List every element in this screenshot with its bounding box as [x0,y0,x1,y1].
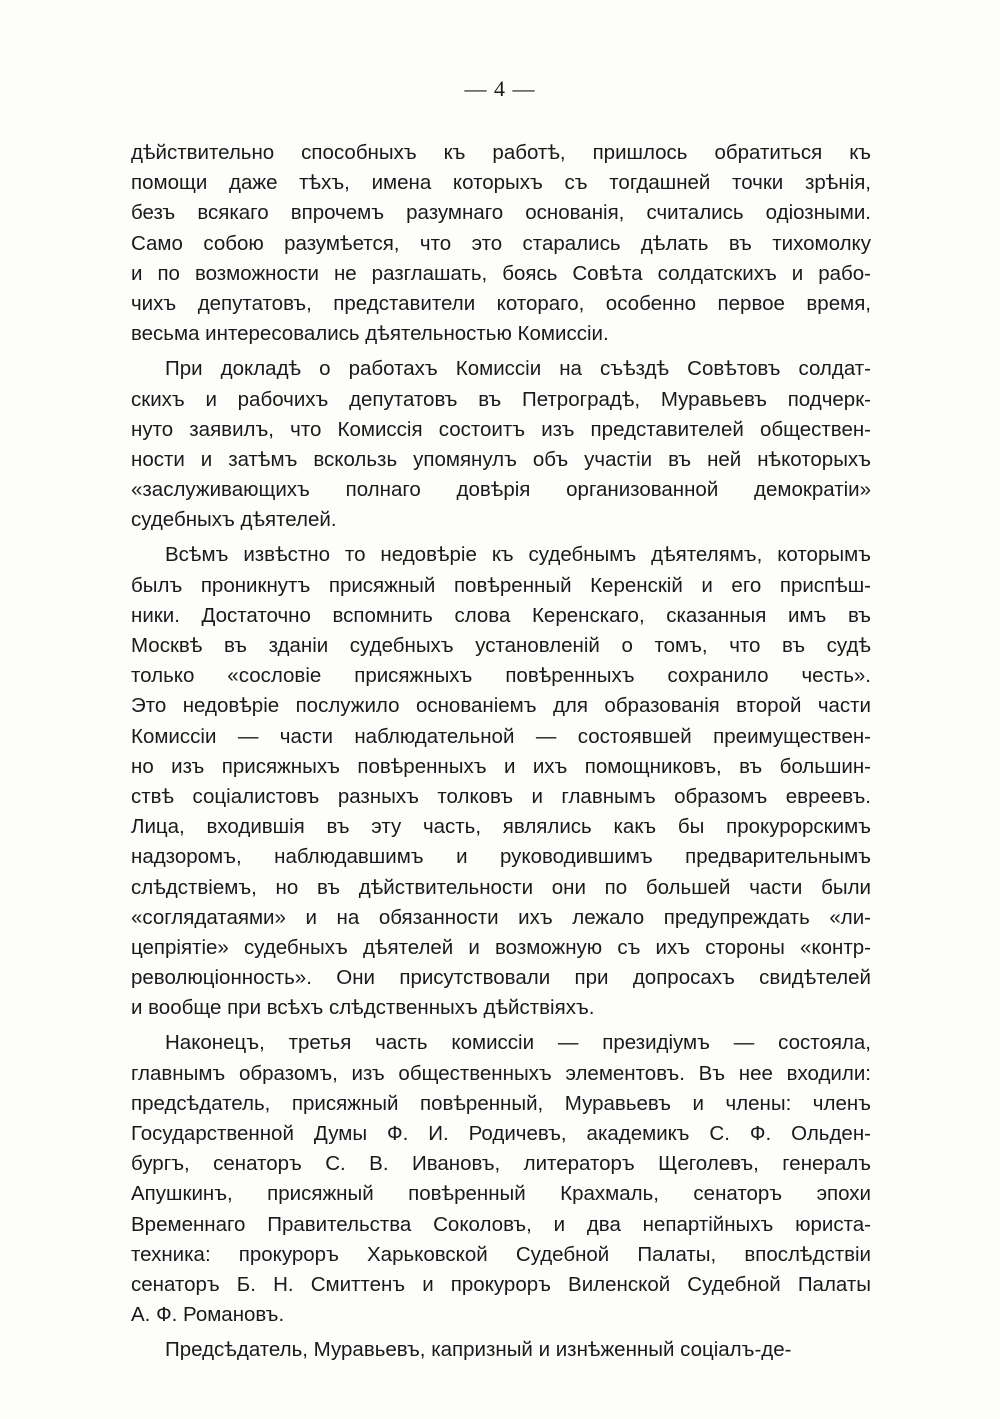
text-line: безъ всякаго впрочемъ разумнаго основанія, считались одіозными. [131,201,871,225]
text-line: ники. Достаточно вспомнить слова Керенскаго, сказанныя имъ въ [131,603,871,627]
paragraph [131,1335,871,1365]
text-line: сенаторъ Б. Н. Смиттенъ и прокуроръ Виленской Судебной Палаты [131,1272,871,1296]
text-line: Наконецъ, третья часть комиссіи — президіумъ — состояла, [165,1031,871,1055]
text-line: и по возможности не разглашать, боясь Совѣта солдатскихъ и рабо- [131,261,871,285]
body-text [131,138,871,1366]
text-line: Временнаго Правительства Соколовъ, и два непартійныхъ юриста- [131,1212,871,1236]
paragraph [131,354,871,535]
text-line: Государственной Думы Ф. И. Родичевъ, академикъ С. Ф. Ольден- [131,1122,871,1145]
text-line: бургъ, сенаторъ С. В. Ивановъ, литераторъ Щеголевъ, генералъ [131,1152,871,1176]
text-line: слѣдствіемъ, но въ дѣйствительности они по большей части были [131,875,871,899]
text-line: «соглядатаями» и на обязанности ихъ лежало предупреждать «ли- [131,905,871,929]
text-line: революціонность». Они присутствовали при допросахъ свидѣтелей [131,966,871,990]
text-line: чихъ депутатовъ, представители котораго, особенно первое время, [131,291,871,315]
text-line: нуто заявилъ, что Комиссія состоитъ изъ представителей обществен- [131,417,871,441]
text-line: Всѣмъ извѣстно то недовѣріе къ судебнымъ дѣятелямъ, которымъ [165,543,871,567]
text-line: скихъ и рабочихъ депутатовъ въ Петроградѣ, Муравьевъ подчерк- [131,387,871,411]
page-number: — 4 — [464,76,536,101]
text-line: ности и затѣмъ вскользь упомянулъ объ участіи въ ней нѣкоторыхъ [131,447,871,471]
text-line: А. Ф. Романовъ. [131,1303,285,1327]
text-line: помощи даже тѣхъ, имена которыхъ съ тогдашней точки зрѣнія, [131,171,871,195]
text-line: цепріятіе» судебныхъ дѣятелей и возможную съ ихъ стороны «контр- [131,935,871,959]
text-line: Апушкинъ, присяжный повѣренный Крахмаль, сенаторъ эпохи [131,1182,871,1206]
text-line: Лица, входившія въ эту часть, являлись какъ бы прокурорскимъ [131,815,871,839]
text-line: предсѣдатель, присяжный повѣренный, Муравьевъ и члены: членъ [131,1091,871,1115]
text-line: и вообще при всѣхъ слѣдственныхъ дѣйствіяхъ. [131,996,595,1020]
text-line: ствѣ соціалистовъ разныхъ толковъ и главнымъ образомъ евреевъ. [131,784,871,808]
text-line: надзоромъ, наблюдавшимъ и руководившимъ предварительнымъ [131,845,871,869]
text-line: Предсѣдатель, Муравьевъ, капризный и изнѣженный соціалъ-де- [165,1338,792,1362]
text-line: Москвѣ въ зданіи судебныхъ установленій о томъ, что въ судѣ [131,634,871,657]
text-line: «заслуживающихъ полнаго довѣрія организованной демократіи» [131,478,871,502]
text-line: техника: прокуроръ Харьковской Судебной Палаты, впослѣдствіи [131,1242,871,1266]
text-line: дѣйствительно способныхъ къ работѣ, пришлось обратиться къ [131,141,871,164]
text-line: только «сословіе присяжныхъ повѣренныхъ сохранило честь». [131,664,871,688]
text-line: судебныхъ дѣятелей. [131,508,337,532]
text-line: но изъ присяжныхъ повѣренныхъ и ихъ помощниковъ, въ большин- [131,754,871,778]
text-line: Комиссіи — части наблюдательной — состоявшей преимуществен- [131,724,871,748]
text-line: весьма интересовались дѣятельностью Комиссіи. [131,322,609,346]
paragraph [131,1028,871,1330]
text-line: При докладѣ о работахъ Комиссіи на съѣздѣ Совѣтовъ солдат- [165,357,871,381]
text-line: Само собою разумѣется, что это старались дѣлать въ тихомолку [131,231,871,255]
text-line: былъ проникнутъ присяжный повѣренный Керенскій и его приспѣш- [131,573,871,597]
text-line: Это недовѣріе послужило основаніемъ для образованія второй части [131,694,871,718]
paragraph [131,540,871,1023]
text-line: главнымъ образомъ, изъ общественныхъ элементовъ. Въ нее входили: [131,1061,871,1085]
paragraph [131,138,871,349]
